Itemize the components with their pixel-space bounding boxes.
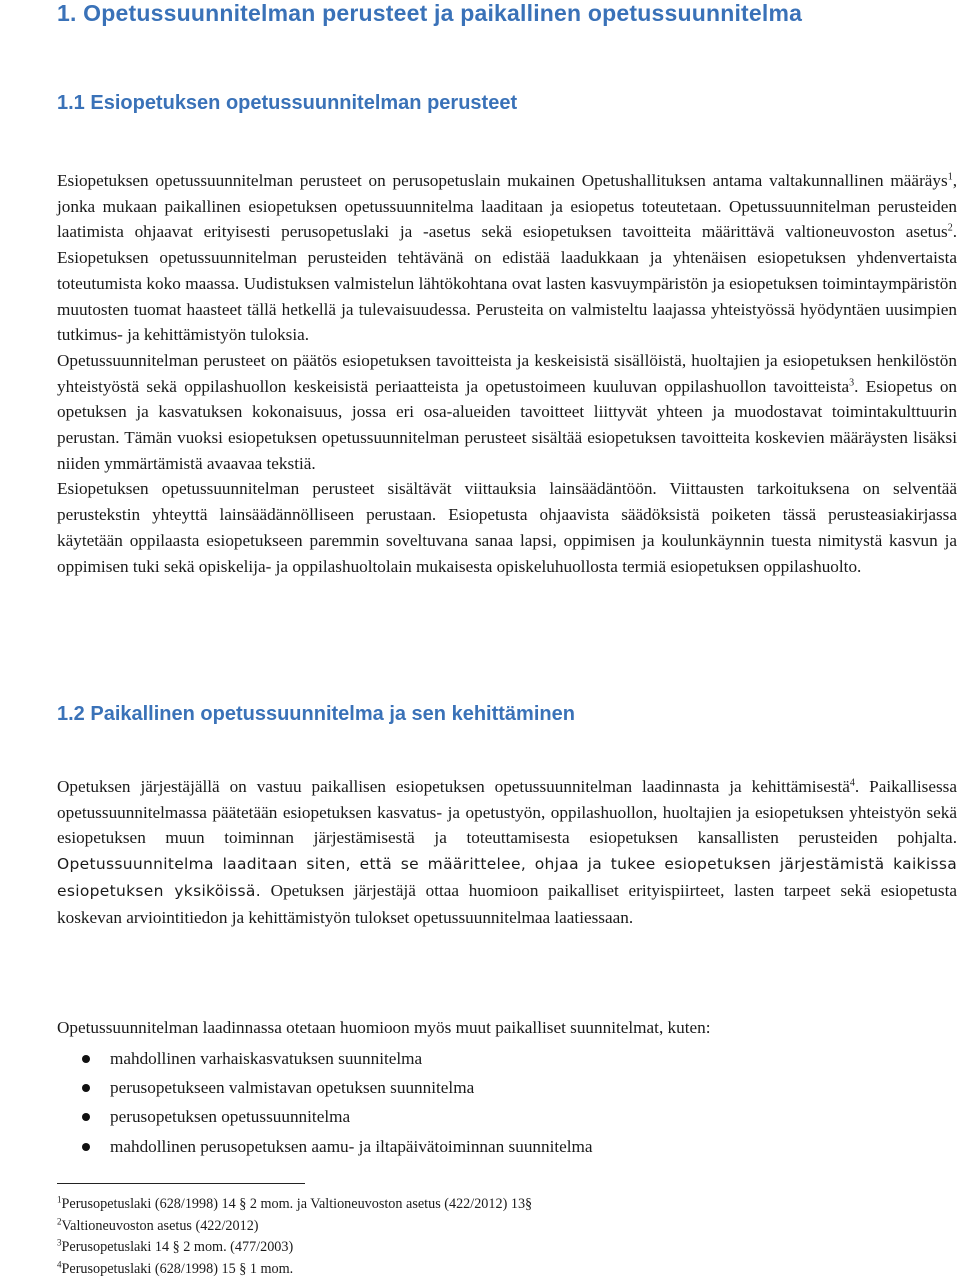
footnote (57, 1237, 532, 1259)
list-item: perusopetuksen opetussuunnitelma (57, 1102, 937, 1131)
list-item: mahdollinen perusopetuksen aamu- ja iltapäivätoiminnan suunnitelma (57, 1132, 937, 1161)
text-run: Esiopetuksen opetussuunnitelman perusteet on perusopetuslain mukainen Opetushallituksen antama valtakunnallinen määräys (57, 171, 948, 190)
section-heading-1-1: 1.1 Esiopetuksen opetussuunnitelman perusteet (57, 92, 518, 114)
section-1-1-body (57, 168, 957, 579)
text-run: , jonka mukaan paikallinen esiopetuksen opetussuunnitelma laaditaan ja esiopetus toteutetaan. Opetussuunnitelman perusteiden laatimista ohjaavat erityisesti perusopetuslaki ja -asetus sekä esiopetuksen tavoitteita määrittävä valtioneuvoston asetus (57, 171, 957, 242)
footnotes (57, 1194, 532, 1281)
footnote-text: Perusopetuslaki (628/1998) 14 § 2 mom. ja Valtioneuvoston asetus (422/2012) 13§ (61, 1196, 533, 1212)
paragraph (57, 168, 957, 348)
footnote (57, 1216, 532, 1238)
footnote-text: Perusopetuslaki 14 § 2 mom. (477/2003) (61, 1239, 294, 1256)
footnote (57, 1259, 532, 1281)
footnote-ref[interactable]: 1 (947, 171, 953, 183)
section-1-2-body (57, 774, 957, 930)
section-heading-1-2: 1.2 Paikallinen opetussuunnitelma ja sen kehittäminen (57, 703, 575, 725)
footnote-number: 4 (57, 1259, 62, 1270)
footnote-ref[interactable]: 3 (849, 376, 855, 388)
paragraph (57, 774, 957, 930)
list-item: perusopetukseen valmistavan opetuksen suunnitelma (57, 1073, 937, 1102)
main-heading: 1. Opetussuunnitelman perusteet ja paikallinen opetussuunnitelma (57, 0, 803, 26)
text-run: Opetussuunnitelman perusteet on päätös esiopetuksen tavoitteista ja keskeisistä sisällöistä, huoltajien ja esiopetuksen henkilöstön yhteistyöstä sekä oppilashuollon keskeisistä periaatteista ja opetustoimeen kuuluvan oppilashuollon tavoitteista (57, 350, 957, 396)
list-item: mahdollinen varhaiskasvatuksen suunnitelma (57, 1044, 937, 1073)
list-intro: Opetussuunnitelman laadinnassa otetaan huomioon myös muut paikalliset suunnitelmat, kuten: (57, 1018, 711, 1037)
text-run: Opetuksen järjestäjällä on vastuu paikallisen esiopetuksen opetussuunnitelman laadinnasta ja kehittämisestä (57, 777, 850, 796)
text-run-sans: Opetussuunnitelma laaditaan siten, että se määrittelee, ohjaa ja tukee esiopetuksen järjestämistä kaikissa esiopetuksen yksiköissä. (57, 855, 957, 900)
footnote-text: Perusopetuslaki (628/1998) 15 § 1 mom. (61, 1261, 294, 1278)
paragraph (57, 348, 957, 477)
footnote-number: 1 (57, 1194, 62, 1205)
paragraph: Esiopetuksen opetussuunnitelman perusteet sisältävät viittauksia lainsäädäntöön. Viittausten tarkoituksena on selventää perustekstin yhteyttä lainsäädännölliseen perustaan. Esiopetusta ohjaavista säädöksistä poiketen tässä perusteasiakirjassa käytetään oppilaasta esiopetukseen paremmin soveltuvana sanaa lapsi, oppimisen ja koulunkäynnin tuesta nimitystä kasvun ja oppimisen tuki sekä opiskelija- ja oppilashuoltolain mukaisesta opiskeluhuollosta termiä esiopetuksen oppilashuolto. (57, 479, 957, 576)
footnote (57, 1194, 532, 1216)
footnote-ref[interactable]: 2 (947, 222, 953, 234)
footnote-number: 2 (57, 1215, 62, 1226)
footnote-text: Valtioneuvoston asetus (422/2012) (61, 1217, 259, 1234)
footnote-ref[interactable]: 4 (849, 777, 855, 789)
bullet-list (57, 1044, 937, 1161)
text-run: . Paikallisessa opetussuunnitelmassa päätetään esiopetuksen kasvatus- ja opetustyön, oppilashuollon, huoltajien ja esiopetuksen yhteistyön sekä esiopetuksen muun toiminnan järjestämisestä ja toteuttamisesta esiopetuksen kansallisten perusteiden pohjalta. (57, 777, 957, 848)
text-run: . Esiopetuksen opetussuunnitelman perusteiden tehtävänä on edistää laadukkaan ja yhtenäisen esiopetuksen yhdenvertaista toteutumista koko maassa. Uudistuksen valmistelun lähtökohtana ovat lasten kasvuympäristön ja esiopetuksen toimintaympäristön muutosten tuomat haasteet tällä hetkellä ja tulevaisuudessa. Perusteita on valmisteltu laajassa yhteistyössä hyödyntäen uusimpien tutkimus- ja kehittämistyön tuloksia. (57, 222, 957, 345)
footnote-number: 3 (57, 1237, 62, 1248)
footnote-divider (57, 1183, 305, 1184)
text-run: Opetuksen järjestäjä ottaa huomioon paikalliset erityispiirteet, lasten tarpeet sekä esiopetusta koskevan arviointitiedon ja kehittämistyön tulokset opetussuunnitelmaa laatiessaan. (57, 880, 957, 927)
text-run: . Esiopetus on opetuksen ja kasvatuksen kokonaisuus, jossa eri osa-alueiden tavoitteet liittyvät yhteen ja muodostavat toimintakulttuurin perustan. Tämän vuoksi esiopetuksen opetussuunnitelman perusteet sisältää esiopetuksen tavoitteita koskevien määräysten lisäksi niiden ymmärtämistä avaavaa tekstiä. (57, 376, 958, 473)
